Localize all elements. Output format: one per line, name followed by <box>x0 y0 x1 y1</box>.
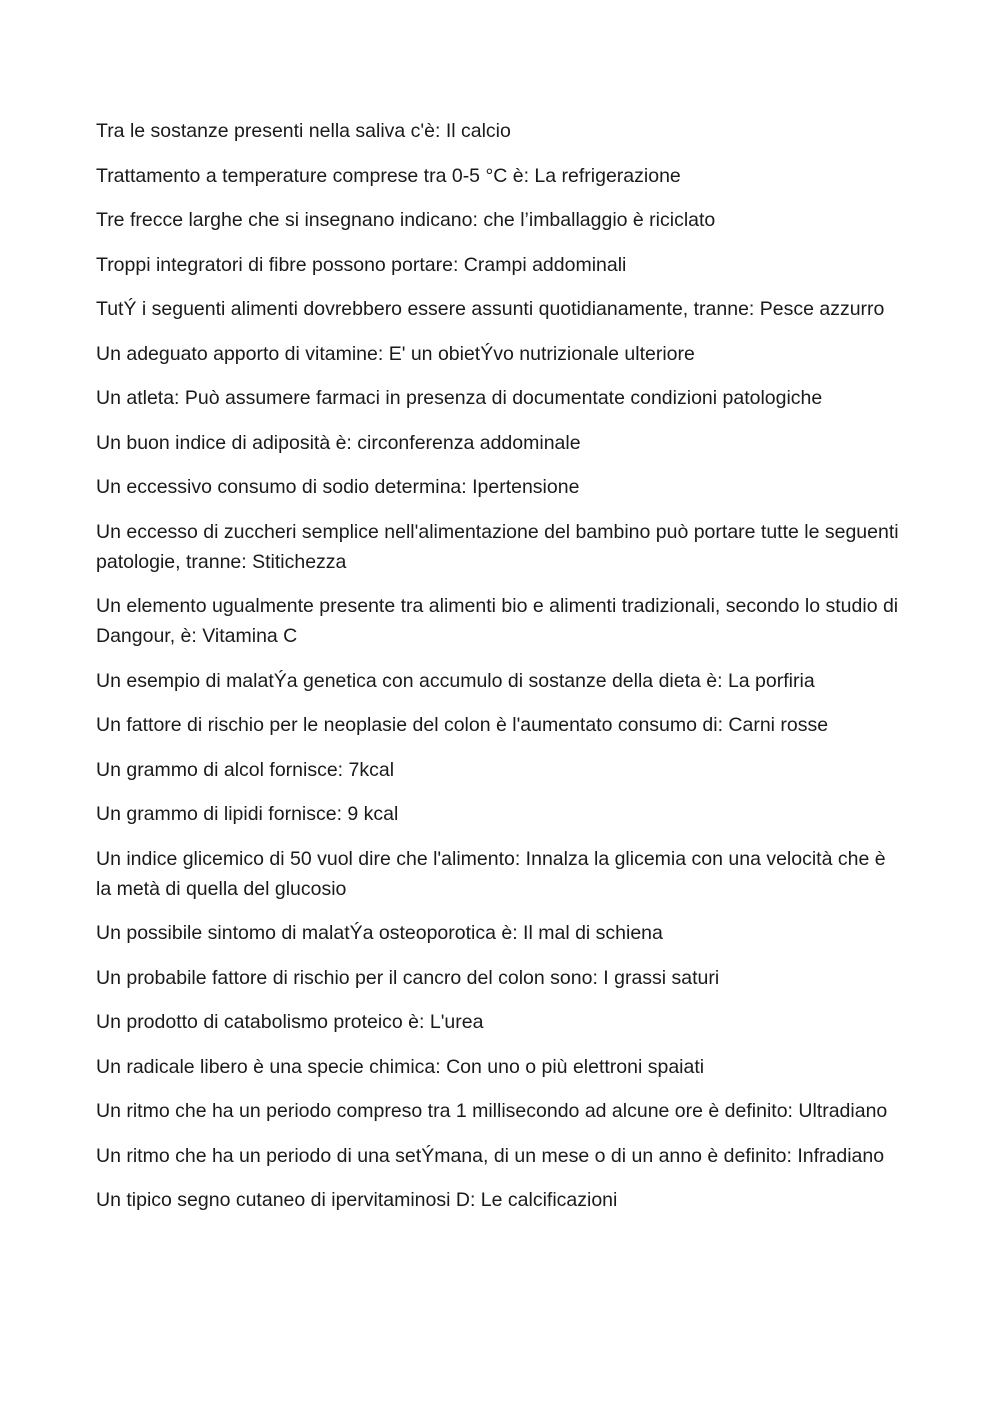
list-item: Tra le sostanze presenti nella saliva c'è: Il calcio <box>96 120 511 142</box>
quiz-answer-list <box>96 116 904 1230</box>
list-item: Un radicale libero è una specie chimica: Con uno o più elettroni spaiati <box>96 1055 705 1078</box>
list-item: Troppi integratori di fibre possono portare: Crampi addominali <box>96 253 627 276</box>
list-item: Un eccesso di zuccheri semplice nell'alimentazione del bambino può portare tutte le seguenti patologie, tranne: Stitichezza <box>96 520 899 573</box>
list-item: Un fattore di rischio per le neoplasie del colon è l'aumentato consumo di: Carni rosse <box>96 714 829 736</box>
list-item: Un possibile sintomo di malatÝa osteoporotica è: Il mal di schiena <box>96 922 663 944</box>
list-item: Un grammo di alcol fornisce: 7kcal <box>96 758 395 781</box>
list-item: Un elemento ugualmente presente tra alimenti bio e alimenti tradizionali, secondo lo studio di Dangour, è: Vitamina C <box>96 595 899 647</box>
list-item: Un eccessivo consumo di sodio determina: Ipertensione <box>96 476 580 498</box>
list-item: Un tipico segno cutaneo di ipervitaminosi D: Le calcificazioni <box>96 1189 618 1211</box>
list-item: Un esempio di malatÝa genetica con accumulo di sostanze della dieta è: La porfiria <box>96 669 815 692</box>
list-item: TutÝ i seguenti alimenti dovrebbero essere assunti quotidianamente, tranne: Pesce azzurro <box>96 298 885 320</box>
list-item: Tre frecce larghe che si insegnano indicano: che l’imballaggio è riciclato <box>96 209 716 231</box>
list-item: Un ritmo che ha un periodo compreso tra 1 millisecondo ad alcune ore è definito: Ultradiano <box>96 1100 888 1122</box>
list-item: Un indice glicemico di 50 vuol dire che l'alimento: Innalza la glicemia con una velocità che è la metà di quella del glucosio <box>96 847 886 900</box>
list-item: Un probabile fattore di rischio per il cancro del colon sono: I grassi saturi <box>96 966 720 989</box>
list-item: Trattamento a temperature comprese tra 0-5 °C è: La refrigerazione <box>96 164 681 187</box>
list-item: Un prodotto di catabolismo proteico è: L'urea <box>96 1011 484 1033</box>
list-item: Un buon indice di adiposità è: circonferenza addominale <box>96 431 581 454</box>
list-item: Un ritmo che ha un periodo di una setÝmana, di un mese o di un anno è definito: Infradiano <box>96 1144 885 1167</box>
list-item: Un grammo di lipidi fornisce: 9 kcal <box>96 803 399 825</box>
list-item: Un atleta: Può assumere farmaci in presenza di documentate condizioni patologiche <box>96 387 823 409</box>
list-item: Un adeguato apporto di vitamine: E' un obietÝvo nutrizionale ulteriore <box>96 342 695 365</box>
